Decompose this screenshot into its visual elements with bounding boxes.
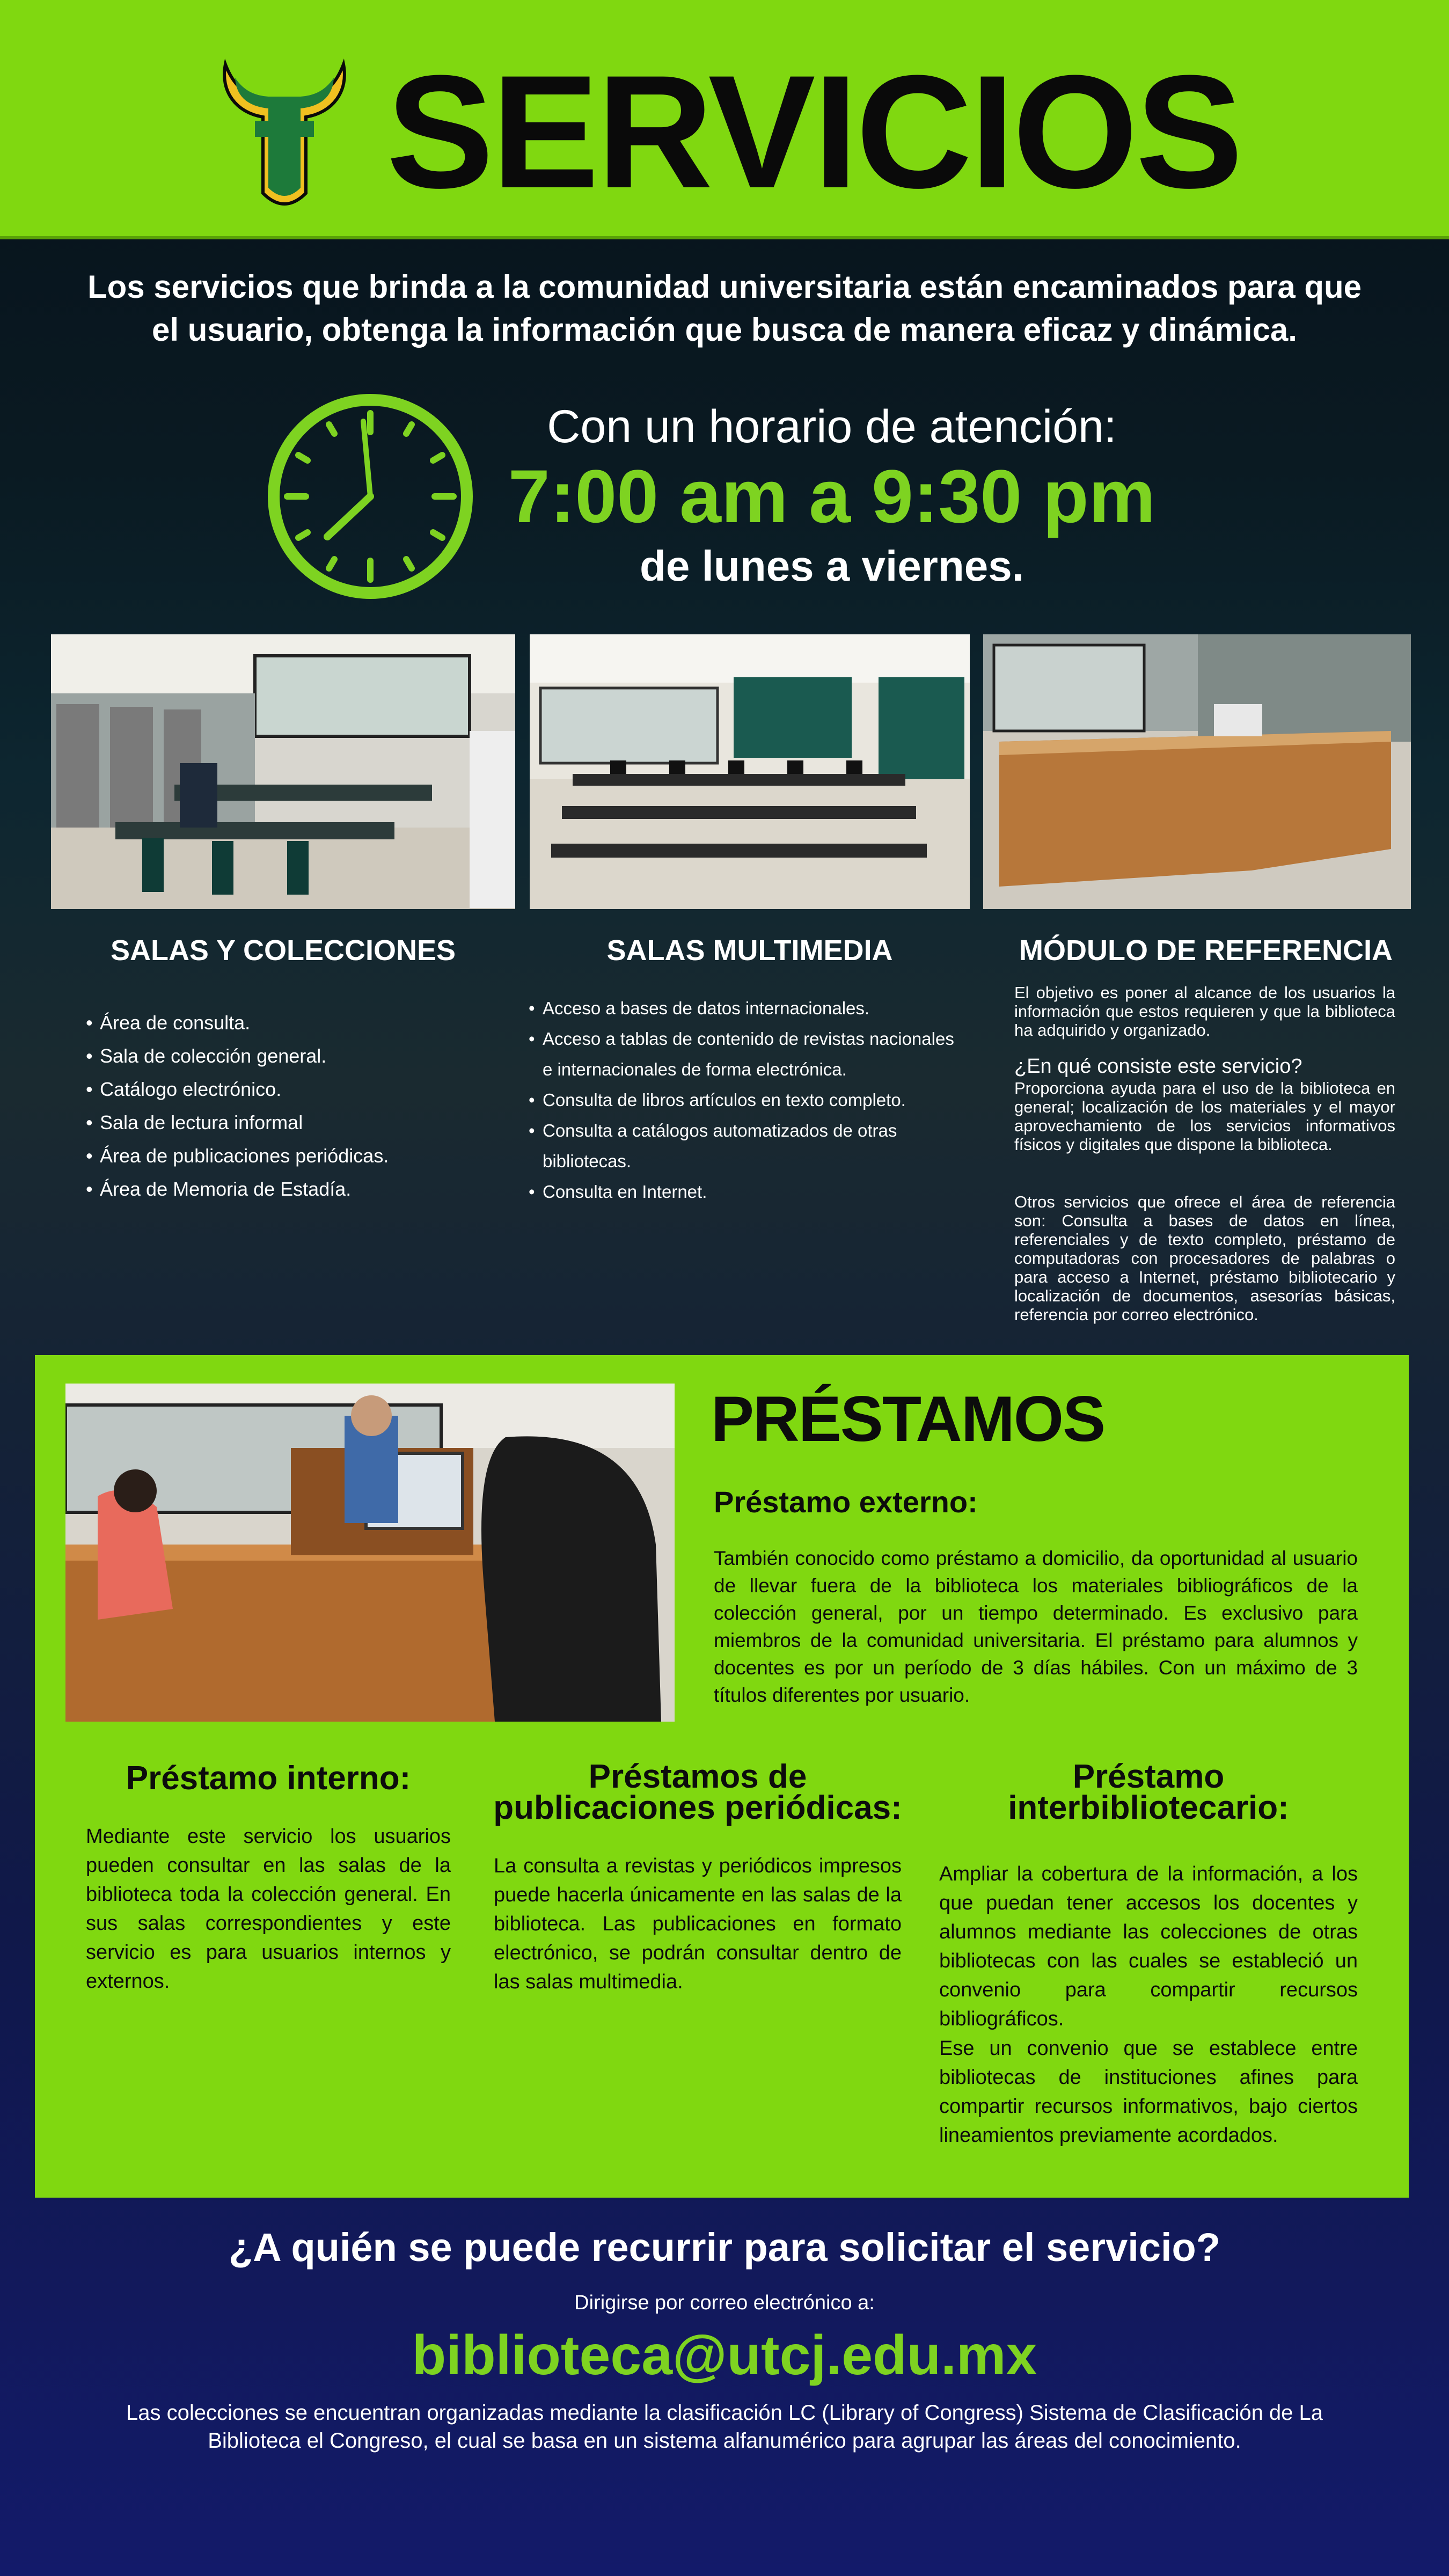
referencia-objective: El objetivo es poner al alcance de los usuarios la información que estos requieren y que la biblioteca ha adquirido y organizado. <box>1014 983 1395 1040</box>
page-title: SERVICIOS <box>386 41 1241 222</box>
list-item: • Consulta en Internet. <box>529 1176 963 1207</box>
list-item: • Consulta a catálogos automatizados de otras bibliotecas. <box>529 1115 963 1176</box>
multimedia-photo <box>530 634 970 909</box>
list-item: • Área de publicaciones periódicas. <box>86 1139 494 1173</box>
prestamo-inter-title-line2: interbibliotecario: <box>1008 1789 1289 1826</box>
intro-text: Los servicios que brinda a la comunidad universitaria están encaminados para que el usuario, obtenga la información que busca de manera eficaz y dinámica. <box>87 269 1362 348</box>
prestamo-externo-text: También conocido como préstamo a domicilio, da oportunidad al usuario de llevar fuera de la biblioteca los materiales bibliográficos de la colección general, por un tiempo determinado. Es exclusivo para miembros de la comunidad universitaria. El préstamo para alumnos y docentes es por un período de 3 días hábiles. Con un máximo de 3 títulos diferentes por usuario. <box>714 1547 1358 1706</box>
prestamo-inter-text-2: Ese un convenio que se establece entre bibliotecas de instituciones afines para compartir recursos informativos, bajo ciertos lineamientos previamente acordados. <box>939 2037 1358 2147</box>
bull-head-logo-icon <box>215 54 354 215</box>
referencia-photo <box>983 634 1411 909</box>
list-item: • Acceso a tablas de contenido de revistas nacionales e internacionales de forma electrónica. <box>529 1023 963 1085</box>
prestamos-photo <box>65 1384 675 1722</box>
salas-title: SALAS Y COLECCIONES <box>110 934 456 967</box>
header-banner <box>0 0 1449 239</box>
hours-heading: Con un horario de atención: <box>547 401 1117 452</box>
prestamo-inter-text-1: Ampliar la cobertura de la información, a los que puedan tener accesos los docentes y alumnos mediante las colecciones de otras bibliotecas con las cuales se estableció un convenio para compartir recursos bibliográficos. <box>939 1863 1358 2030</box>
list-item: • Área de Memoria de Estadía. <box>86 1173 494 1206</box>
list-item: • Sala de lectura informal <box>86 1106 494 1139</box>
list-item: • Acceso a bases de datos internacionales. <box>529 993 963 1023</box>
prestamo-periodicas-title-line2: publicaciones periódicas: <box>493 1789 902 1826</box>
referencia-other-services: Otros servicios que ofrece el área de referencia son: Consulta a bases de datos en línea, referenciales y de texto completo, préstamo de computadoras con procesadores de palabras o para acceso a Internet, préstamo bibliotecario y localización de documentos, asesorías básicas, referencia por correo electrónico. <box>1014 1192 1395 1324</box>
prestamo-periodicas-text: La consulta a revistas y periódicos impresos puede hacerla únicamente en las salas de la biblioteca. Las publicaciones en formato electrónico, se podrán consultar dentro de las salas multimedia. <box>494 1855 902 1993</box>
salas-photo <box>51 634 515 909</box>
list-item: • Sala de colección general. <box>86 1040 494 1073</box>
referencia-description: Proporciona ayuda para el uso de la biblioteca en general; localización de los materiales y el mayor aprovechamiento de los servicios informativos físicos y digitales que dispone la biblioteca. <box>1014 1079 1395 1154</box>
prestamo-periodicas-title <box>483 1758 912 1826</box>
contact-label: Dirigirse por correo electrónico a: <box>574 2292 875 2314</box>
multimedia-list <box>529 993 963 1207</box>
prestamo-interno-title: Préstamo interno: <box>126 1760 411 1797</box>
clock-icon <box>266 392 475 601</box>
list-item: • Consulta de libros artículos en texto completo. <box>529 1085 963 1115</box>
prestamo-inter-title-line1: Préstamo <box>1072 1758 1225 1795</box>
hours-time: 7:00 am a 9:30 pm <box>508 454 1156 538</box>
list-item: • Área de consulta. <box>86 1006 494 1040</box>
multimedia-title: SALAS MULTIMEDIA <box>606 934 893 967</box>
contact-email-link[interactable]: biblioteca@utcj.edu.mx <box>412 2324 1037 2387</box>
prestamo-interno-text: Mediante este servicio los usuarios pueden consultar en las salas de la biblioteca toda la colección general. En sus salas correspondientes y este servicio es para usuarios internos y externos. <box>86 1825 451 1993</box>
prestamo-periodicas-title-line1: Préstamos de <box>588 1758 807 1795</box>
prestamo-externo-title: Préstamo externo: <box>714 1485 978 1519</box>
hours-block <box>483 397 1181 596</box>
list-item: • Catálogo electrónico. <box>86 1073 494 1106</box>
salas-list <box>86 1006 494 1206</box>
referencia-question: ¿En qué consiste este servicio? <box>1014 1055 1302 1078</box>
footer-note: Las colecciones se encuentran organizadas mediante la clasificación LC (Library of Congress) Sistema de Clasificación de La Biblioteca el Congreso, el cual se basa en un sistema alfanumérico para agrupar las áreas del conocimiento. <box>126 2401 1323 2453</box>
prestamo-inter-title <box>923 1758 1374 1826</box>
prestamos-title: PRÉSTAMOS <box>711 1383 1105 1455</box>
referencia-title: MÓDULO DE REFERENCIA <box>1019 934 1393 967</box>
hours-days: de lunes a viernes. <box>640 542 1024 590</box>
contact-question: ¿A quién se puede recurrir para solicitar el servicio? <box>229 2225 1220 2270</box>
